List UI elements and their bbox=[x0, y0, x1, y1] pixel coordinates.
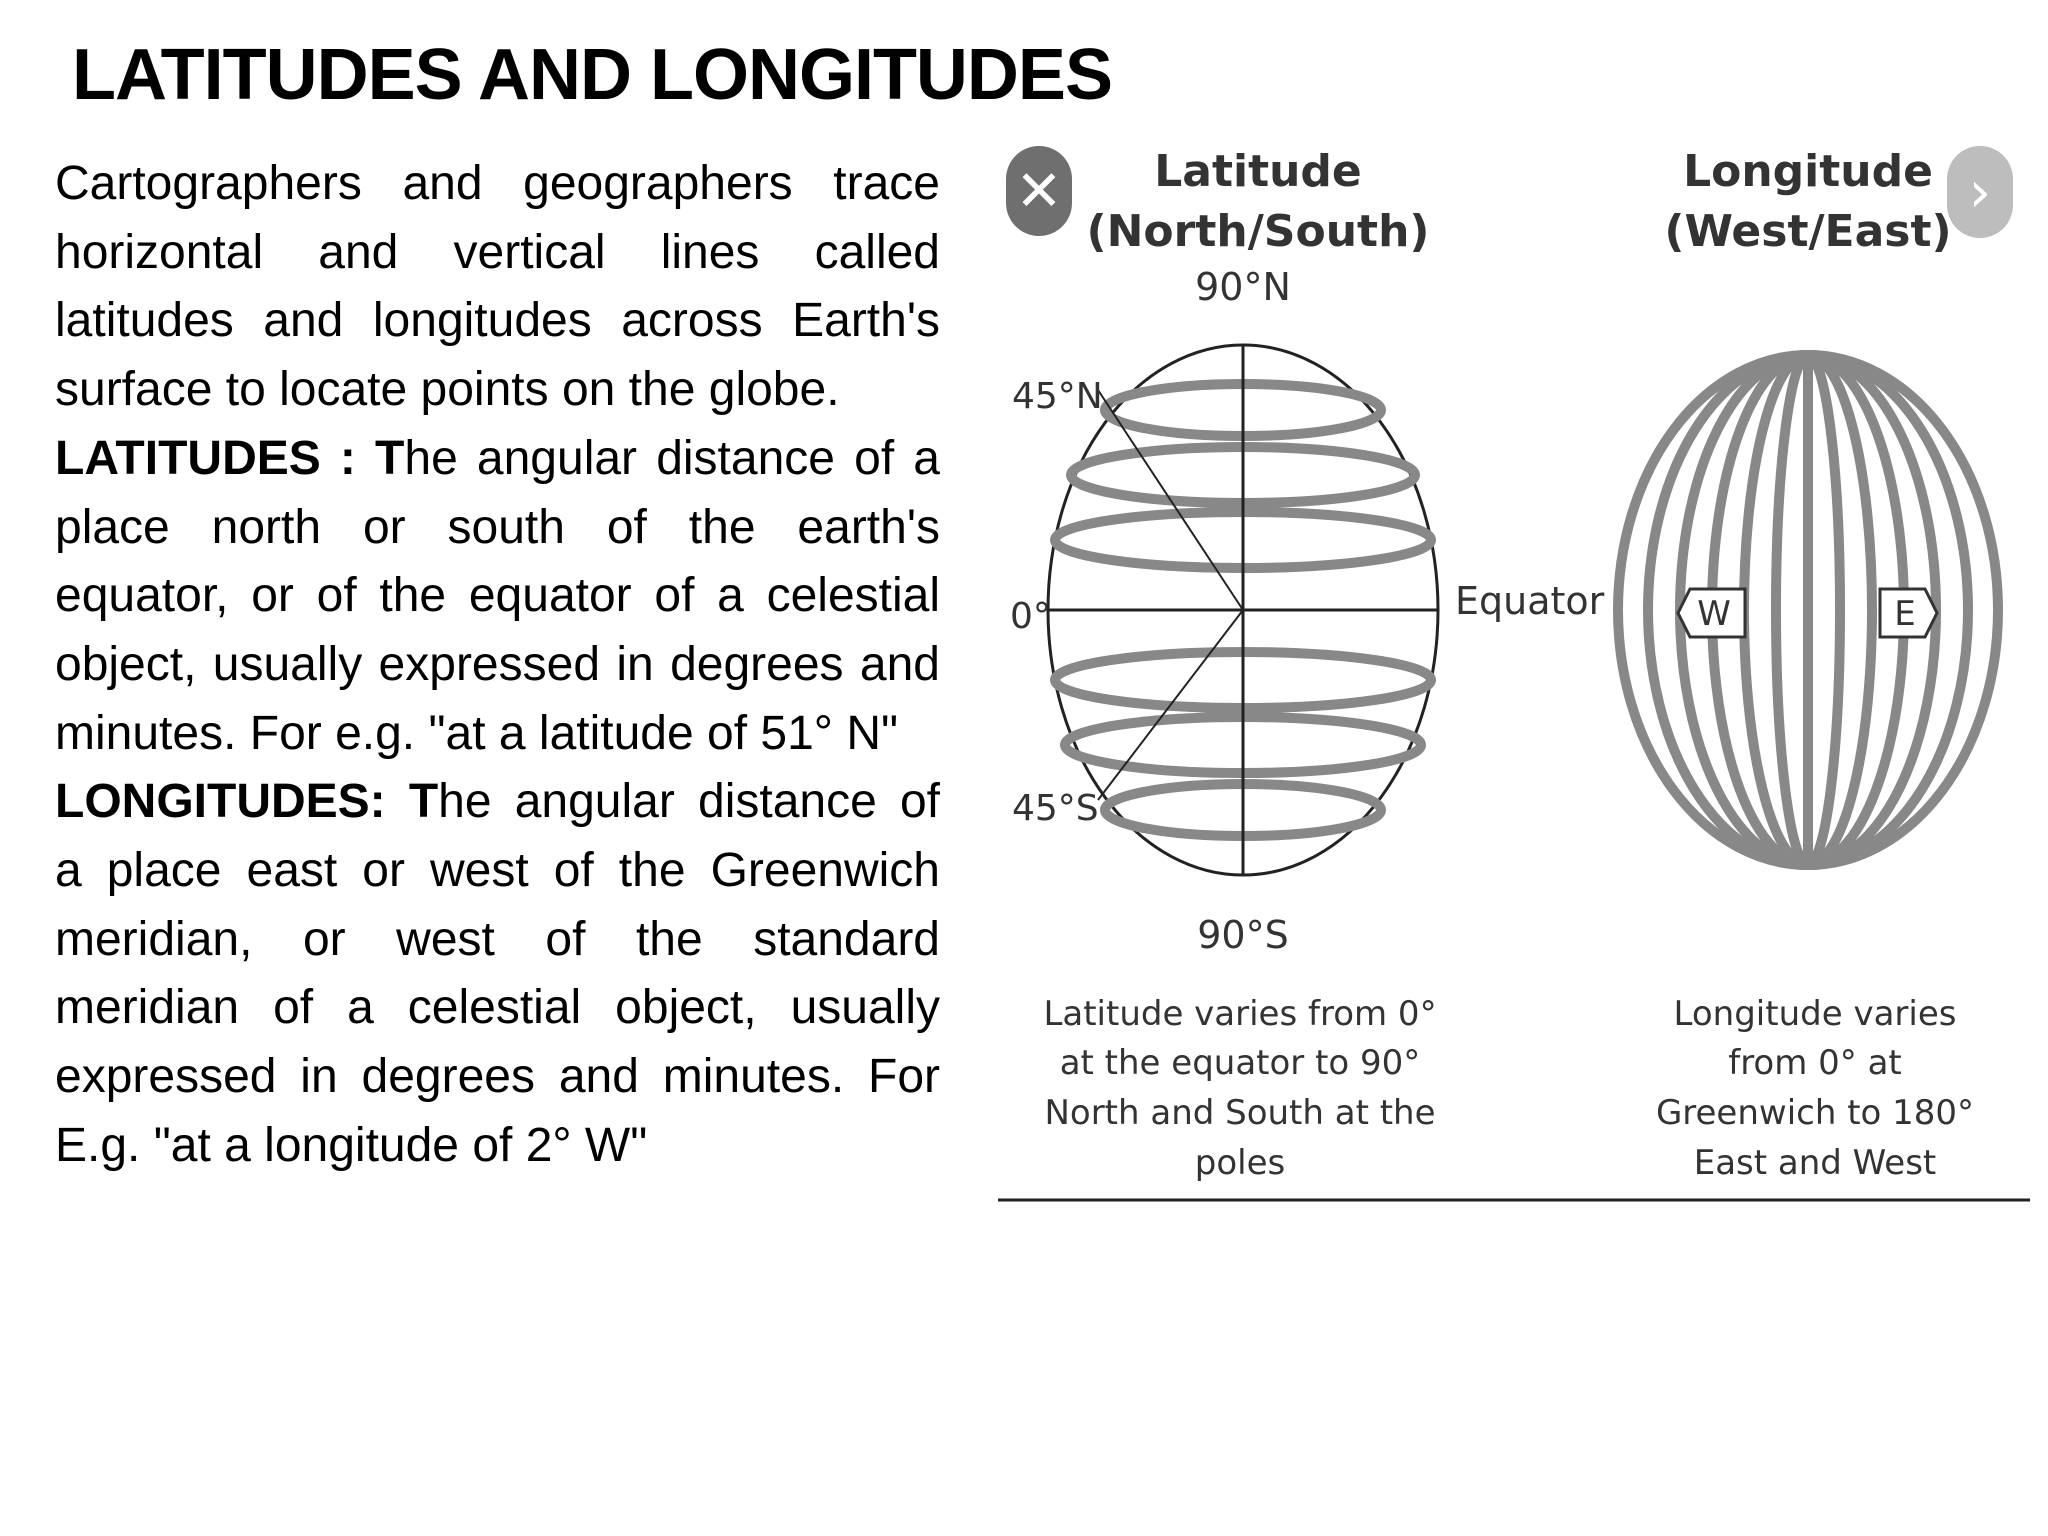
intro-paragraph: Cartographers and geographers trace horizontal and vertical lines called latitudes and longitudes across Earth's surface to locate points on the globe. bbox=[55, 157, 940, 417]
latitude-heading-1: Latitude bbox=[1154, 146, 1362, 197]
label-45s: 45°S bbox=[1012, 788, 1099, 829]
label-90s: 90°S bbox=[1197, 913, 1289, 957]
latitude-longitude-diagram bbox=[985, 130, 2045, 1210]
longitudes-term: LONGITUDES: T bbox=[55, 775, 439, 829]
latitude-caption-line-3: North and South at the bbox=[1044, 1093, 1436, 1133]
body-text bbox=[55, 150, 940, 1181]
longitudes-definition: he angular distance of a place east or west of the Greenwich meridian, or west of the standard meridian of a celestial object, usually expressed in degrees and minutes. For E.g. "at a longitude of 2° W" bbox=[55, 775, 940, 1172]
latitude-caption-line-1: Latitude varies from 0° bbox=[1043, 994, 1437, 1034]
label-0: 0° bbox=[1010, 596, 1051, 637]
longitude-caption-line-3: Greenwich to 180° bbox=[1655, 1093, 1975, 1133]
longitude-globe bbox=[1618, 355, 1998, 865]
latitudes-term: LATITUDES : T bbox=[55, 431, 405, 485]
slide-title: LATITUDES AND LONGITUDES bbox=[72, 35, 1112, 115]
longitude-caption-line-4: East and West bbox=[1693, 1143, 1937, 1183]
latitude-caption-line-4: poles bbox=[1194, 1143, 1286, 1183]
longitude-heading-1: Longitude bbox=[1683, 146, 1933, 197]
label-90n: 90°N bbox=[1195, 265, 1291, 309]
west-marker bbox=[1678, 589, 1745, 637]
latitudes-definition: he angular distance of a place north or south of the earth's equator, or of the equator of a celestial object, usually expressed in degrees and minutes. For e.g. "at a latitude of 51° N" bbox=[55, 431, 941, 760]
label-45n: 45°N bbox=[1012, 376, 1103, 417]
east-marker bbox=[1880, 589, 1937, 637]
latitudes-paragraph bbox=[55, 425, 940, 769]
close-icon: ✕ bbox=[1015, 158, 1063, 224]
next-button[interactable] bbox=[1947, 146, 2013, 238]
longitude-heading-2: (West/East) bbox=[1664, 206, 1952, 257]
label-w: W bbox=[1697, 594, 1731, 634]
chevron-right-icon: › bbox=[1968, 159, 1992, 225]
label-equator: Equator bbox=[1455, 579, 1605, 623]
longitude-caption-line-2: from 0° at bbox=[1728, 1043, 1902, 1083]
label-e: E bbox=[1894, 594, 1916, 634]
latitude-heading-2: (North/South) bbox=[1086, 206, 1430, 257]
latitude-globe bbox=[1048, 345, 1438, 875]
latitude-caption-line-2: at the equator to 90° bbox=[1059, 1043, 1421, 1083]
longitudes-paragraph bbox=[55, 768, 940, 1180]
close-button[interactable] bbox=[1006, 146, 1072, 236]
longitude-caption-line-1: Longitude varies bbox=[1673, 994, 1957, 1034]
